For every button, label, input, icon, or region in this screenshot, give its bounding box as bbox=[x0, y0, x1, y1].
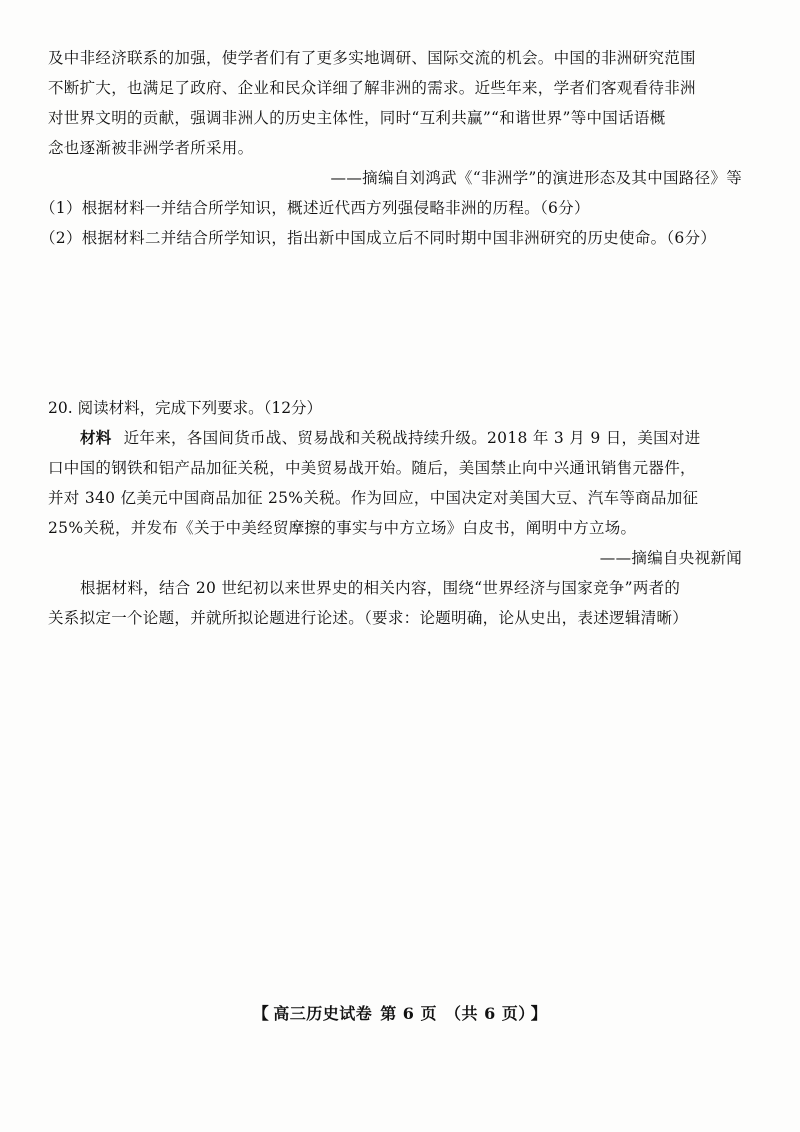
material-text: 近年来，各国间货币战、贸易战和关税战持续升级。2018 年 3 月 9 日，美国对进 bbox=[123, 429, 701, 447]
material-two-line: 对世界文明的贡献，强调非洲人的历史主体性，同时“互利共赢”“和谐世界”等中国话语概 bbox=[48, 109, 666, 127]
footer-title: 高三历史试卷 bbox=[273, 1004, 373, 1023]
question-20-material-line: 口中国的钢铁和铝产品加征关税，中美贸易战开始。随后，美国禁止向中兴通讯销售元器件， bbox=[48, 459, 696, 477]
footer-total-pages: （共 6 页） bbox=[445, 1004, 527, 1023]
question-20-task-line: 根据材料，结合 20 世纪初以来世界史的相关内容，围绕“世界经济与国家竞争”两者的 bbox=[80, 579, 681, 597]
material-two-line: 不断扩大，也满足了政府、企业和民众详细了解非洲的需求。近些年来，学者们客观看待非洲 bbox=[48, 79, 696, 97]
footer-page-number: 第 6 页 bbox=[380, 1004, 437, 1023]
question-20-material-line bbox=[80, 428, 762, 448]
material-label: 材料 bbox=[80, 428, 112, 447]
question-20-material-line: 25%关税，并发布《关于中美经贸摩擦的事实与中方立场》白皮书，阐明中方立场。 bbox=[48, 519, 637, 537]
material-two-line: 及中非经济联系的加强，使学者们有了更多实地调研、国际交流的机会。中国的非洲研究范围 bbox=[48, 49, 696, 67]
material-two-line: 念也逐渐被非洲学者所采用。 bbox=[48, 139, 254, 157]
question-20-material-line: 并对 340 亿美元中国商品加征 25%关税。作为回应，中国决定对美国大豆、汽车等商品加征 bbox=[48, 489, 699, 507]
question-19-part-1: （1）根据材料一并结合所学知识，概述近代西方列强侵略非洲的历程。（6分） bbox=[40, 199, 590, 217]
page-footer bbox=[0, 1001, 800, 1024]
material-two-source: ——摘编自刘鸿武《“非洲学”的演进形态及其中国路径》等 bbox=[330, 169, 742, 187]
question-19-part-2: （2）根据材料二并结合所学知识，指出新中国成立后不同时期中国非洲研究的历史使命。（6分） bbox=[40, 229, 717, 247]
question-20-heading: 20. 阅读材料，完成下列要求。（12分） bbox=[48, 399, 323, 417]
footer-bracket-close: 】 bbox=[530, 1004, 548, 1023]
footer-bracket-open: 【 bbox=[252, 1004, 270, 1023]
question-20-source: ——摘编自央视新闻 bbox=[599, 549, 742, 567]
question-20-task-line: 关系拟定一个论题，并就所拟论题进行论述。（要求：论题明确，论从史出，表述逻辑清晰） bbox=[48, 609, 689, 627]
